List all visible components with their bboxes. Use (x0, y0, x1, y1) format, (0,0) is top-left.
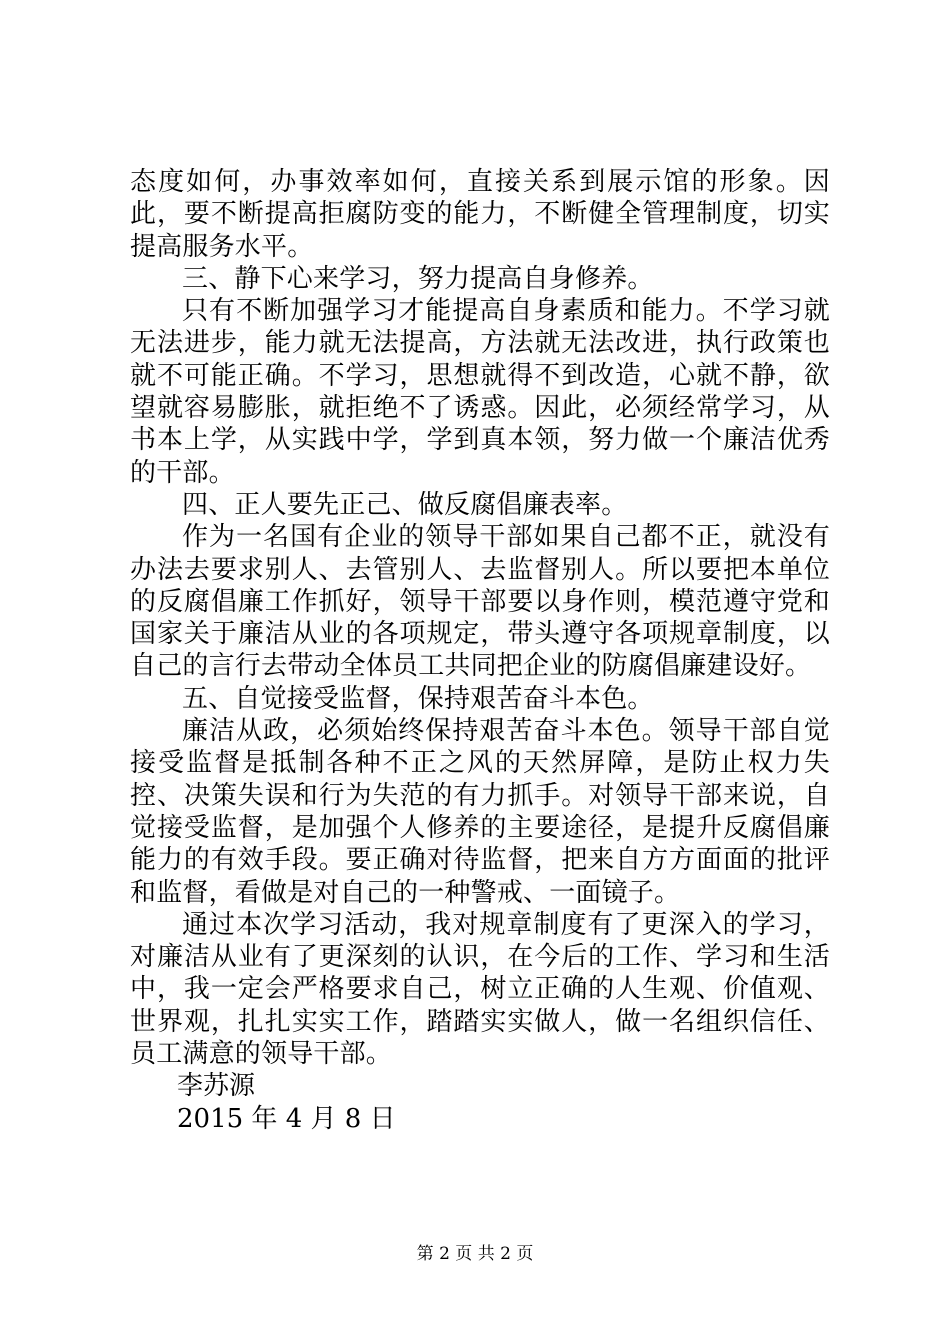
paragraph-5: 通过本次学习活动，我对规章制度有了更深入的学习，对廉洁从业有了更深刻的认识，在今后的工作、学习和生活中，我一定会严格要求自己，树立正确的人生观、价值观、世界观，扎扎实实工作，踏踏实实做人，做一名组织信任、员工满意的领导干部。 (130, 909, 830, 1070)
paragraph-2: 只有不断加强学习才能提高自身素质和能力。不学习就无法进步，能力就无法提高，方法就无法改进，执行政策也就不可能正确。不学习，思想就得不到改造，心就不静，欲望就容易膨胀，就拒绝不了诱惑。因此，必须经常学习，从书本上学，从实践中学，学到真本领，努力做一个廉洁优秀的干部。 (130, 296, 830, 488)
paragraph-4: 廉洁从政，必须始终保持艰苦奋斗本色。领导干部自觉接受监督是抵制各种不正之风的天然屏障，是防止权力失控、决策失误和行为失范的有力抓手。对领导干部来说，自觉接受监督，是加强个人修养的主要途径，是提升反腐倡廉能力的有效手段。要正确对待监督，把来自方方面面的批评和监督，看做是对自己的一种警戒、一面镜子。 (130, 716, 830, 908)
section-heading-4: 四、正人要先正己、做反腐倡廉表率。 (182, 489, 628, 520)
paragraph-1: 态度如何，办事效率如何，直接关系到展示馆的形象。因此，要不断提高拒腐防变的能力，不断健全管理制度，切实提高服务水平。 (130, 167, 830, 262)
signature: 李苏源 (177, 1071, 256, 1102)
page-footer: 第 2 页 共 2 页 (416, 1244, 534, 1264)
section-heading-5: 五、自觉接受监督，保持艰苦奋斗本色。 (182, 683, 654, 714)
paragraph-3: 作为一名国有企业的领导干部如果自己都不正，就没有办法去要求别人、去管别人、去监督别人。所以要把本单位的反腐倡廉工作抓好，领导干部要以身作则，模范遵守党和国家关于廉洁从业的各项规定，带头遵守各项规章制度，以自己的言行去带动全体员工共同把企业的防腐倡廉建设好。 (130, 522, 830, 682)
document-body (130, 166, 830, 1135)
section-heading-3: 三、静下心来学习，努力提高自身修养。 (182, 263, 654, 294)
date: 2015 年 4 月 8 日 (177, 1103, 396, 1134)
